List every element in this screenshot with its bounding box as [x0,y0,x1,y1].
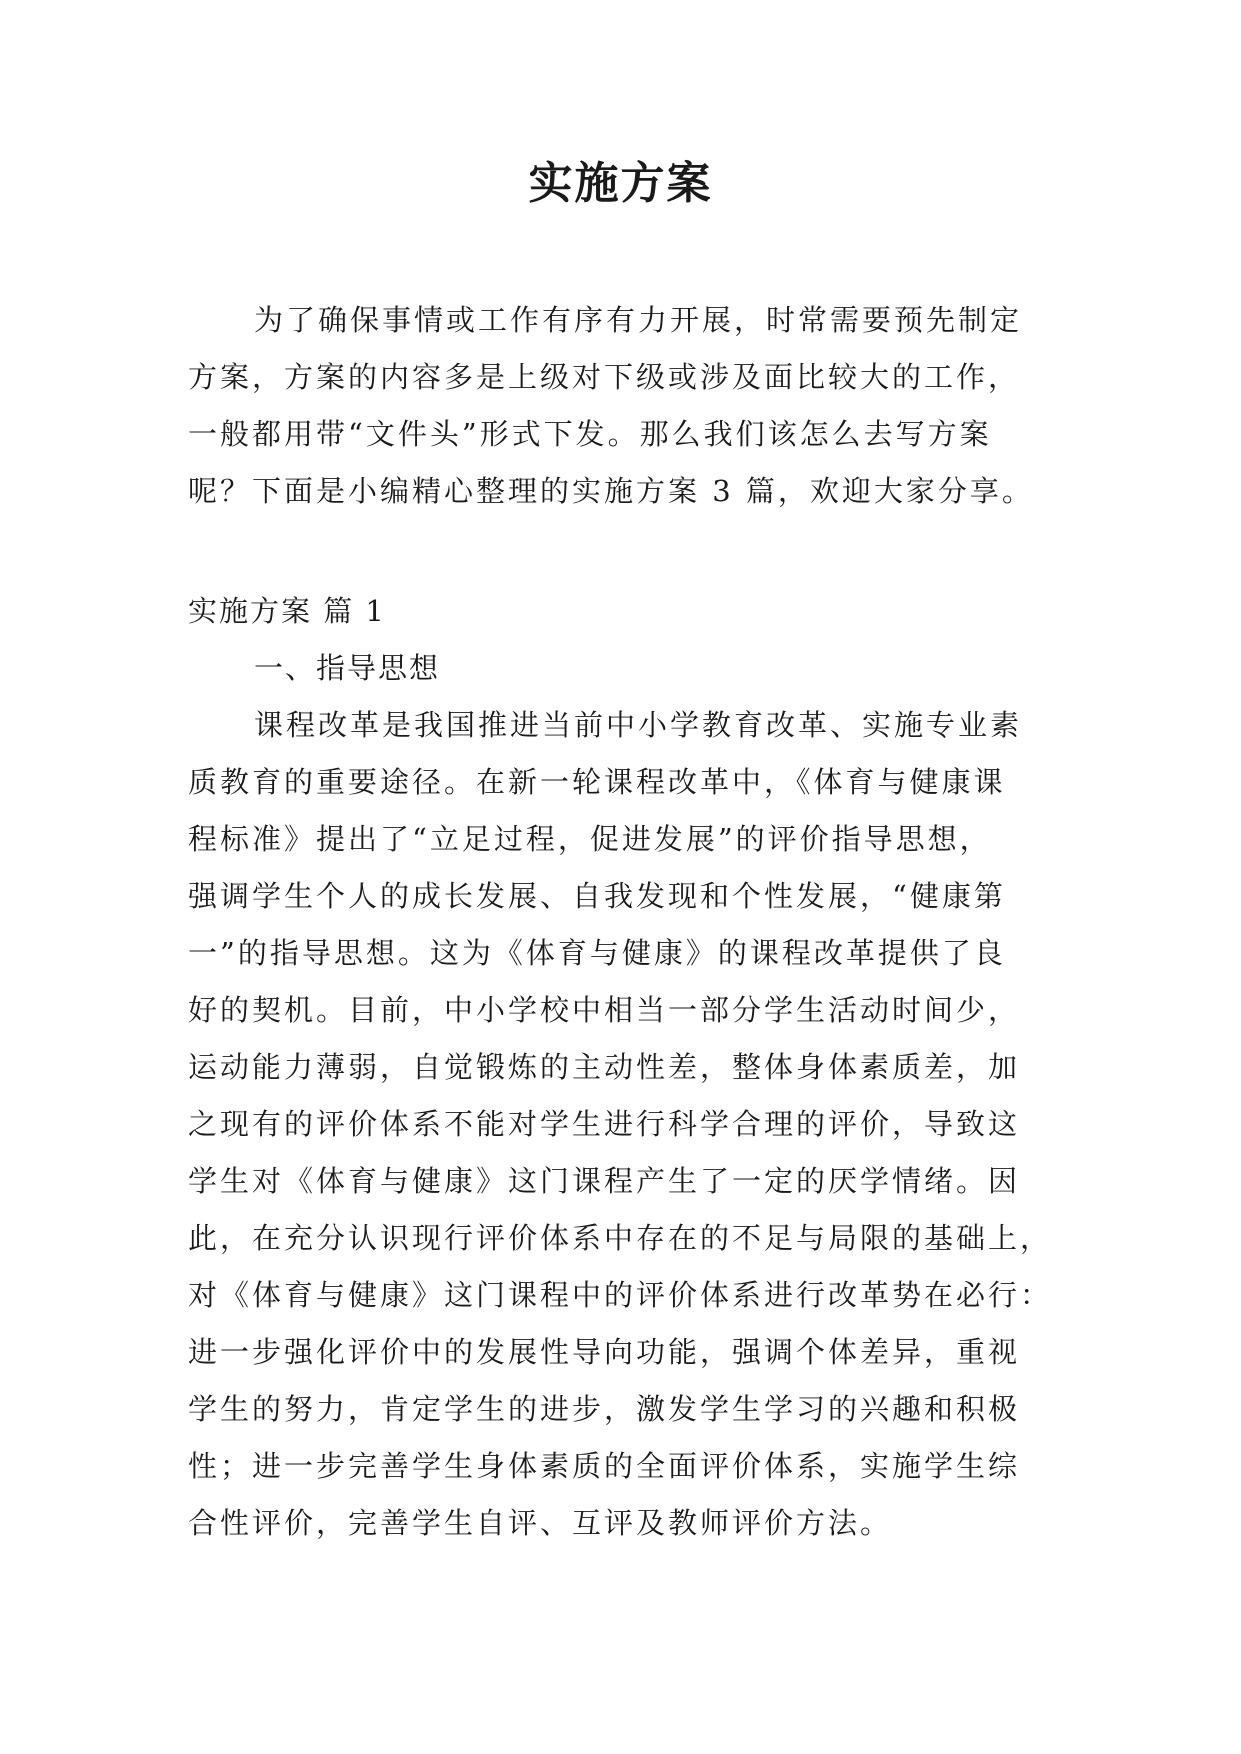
body-line: 进一步强化评价中的发展性导向功能，强调个体差异，重视 [188,1335,1021,1369]
section-1 [188,583,1054,1552]
document-title: 实施方案 [528,158,713,209]
body-line: 合性评价，完善学生自评、互评及教师评价方法。 [188,1506,893,1540]
intro-paragraph [188,292,1054,520]
body-line: 好的契机。目前，中小学校中相当一部分学生活动时间少， [188,993,1021,1027]
intro-line: 一般都用带“文件头”形式下发。那么我们该怎么去写方案 [188,417,992,451]
body-line: 之现有的评价体系不能对学生进行科学合理的评价，导致这 [188,1107,1021,1141]
section-heading: 实施方案 篇 1 [188,594,386,628]
body-line: 学生对《体育与健康》这门课程产生了一定的厌学情绪。因 [188,1164,1021,1198]
body-line: 一”的指导思想。这为《体育与健康》的课程改革提供了良 [188,936,1006,970]
body-line: 此，在充分认识现行评价体系中存在的不足与局限的基础上， [188,1221,1053,1255]
body-line: 性；进一步完善学生身体素质的全面评价体系，实施学生综 [188,1449,1021,1483]
body-line: 强调学生个人的成长发展、自我发现和个性发展，“健康第 [188,879,1006,913]
body-line: 对《体育与健康》这门课程中的评价体系进行改革势在必行： [188,1278,1053,1312]
sub-heading: 一、指导思想 [254,651,441,685]
body-line: 学生的努力，肯定学生的进步，激发学生学习的兴趣和积极 [188,1392,1021,1426]
body-line: 运动能力薄弱，自觉锻炼的主动性差，整体身体素质差，加 [188,1050,1021,1084]
intro-line: 呢？下面是小编精心整理的实施方案 3 篇，欢迎大家分享。 [188,474,1034,508]
body-line: 程标准》提出了“立足过程，促进发展”的评价指导思想， [188,822,992,856]
body-line: 课程改革是我国推进当前中小学教育改革、实施专业素 [254,708,1023,742]
intro-line: 方案，方案的内容多是上级对下级或涉及面比较大的工作， [188,360,1021,394]
body-line: 质教育的重要途径。在新一轮课程改革中，《体育与健康课 [188,765,1006,799]
intro-line: 为了确保事情或工作有序有力开展，时常需要预先制定 [254,303,1023,337]
